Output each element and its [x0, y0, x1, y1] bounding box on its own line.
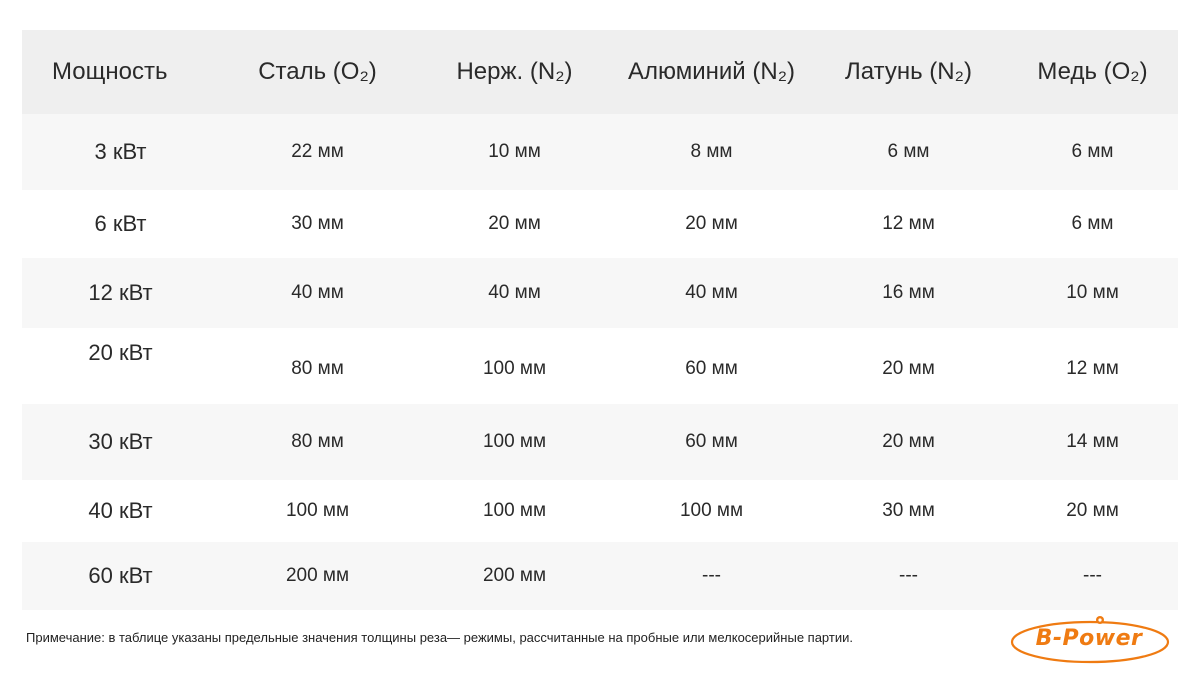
- header-copper: Медь (O₂): [1037, 58, 1148, 85]
- copper-cell: 20 мм: [1066, 500, 1119, 521]
- table-footnote: Примечание: в таблице указаны предельные значения толщины реза— режимы, рассчитанные на пробные или мелкосерийные партии.: [26, 630, 853, 645]
- table-header-row: [22, 30, 1178, 114]
- stainless-cell: 100 мм: [482, 431, 547, 452]
- power-cell: 20 кВт: [88, 340, 153, 365]
- steel-cell: 80 мм: [291, 431, 344, 452]
- steel-cell: 200 мм: [285, 565, 350, 586]
- logo-text: B-Power: [1035, 626, 1143, 651]
- header-brass: Латунь (N₂): [845, 58, 972, 85]
- table-row: [22, 404, 1178, 480]
- stainless-cell: 10 мм: [488, 141, 541, 162]
- brass-cell: 20 мм: [882, 431, 935, 452]
- brass-cell: 30 мм: [882, 500, 935, 521]
- power-cell: 6 кВт: [94, 211, 147, 236]
- steel-cell: 22 мм: [291, 141, 344, 162]
- table-row: [22, 190, 1178, 258]
- copper-cell: 10 мм: [1066, 282, 1119, 303]
- table-row: [22, 114, 1178, 190]
- stainless-cell: 100 мм: [482, 500, 547, 521]
- brass-cell: 6 мм: [887, 141, 930, 162]
- steel-cell: 40 мм: [291, 282, 344, 303]
- steel-cell: 30 мм: [291, 213, 344, 234]
- stainless-cell: 20 мм: [488, 213, 541, 234]
- stainless-cell: 100 мм: [482, 358, 547, 379]
- power-cell: 30 кВт: [88, 429, 153, 454]
- power-cell: 3 кВт: [94, 139, 147, 164]
- brand-logo: [1004, 612, 1174, 668]
- brass-cell: 12 мм: [882, 213, 935, 234]
- aluminum-cell: 100 мм: [679, 500, 744, 521]
- stainless-cell: 40 мм: [488, 282, 541, 303]
- copper-cell: ---: [1083, 565, 1102, 586]
- stainless-cell: 200 мм: [482, 565, 547, 586]
- power-cell: 12 кВт: [88, 280, 153, 305]
- table-row: [22, 542, 1178, 610]
- table-row: [22, 258, 1178, 328]
- aluminum-cell: 60 мм: [685, 431, 738, 452]
- aluminum-cell: ---: [702, 565, 721, 586]
- cutting-thickness-table: [22, 30, 1178, 610]
- copper-cell: 12 мм: [1066, 358, 1119, 379]
- aluminum-cell: 8 мм: [690, 141, 733, 162]
- copper-cell: 6 мм: [1071, 141, 1114, 162]
- brass-cell: 20 мм: [882, 358, 935, 379]
- aluminum-cell: 20 мм: [685, 213, 738, 234]
- brass-cell: 16 мм: [882, 282, 935, 303]
- header-power: Мощность: [52, 58, 168, 85]
- header-aluminum: Алюминий (N₂): [627, 58, 795, 85]
- power-cell: 40 кВт: [88, 498, 153, 523]
- header-stainless: Нерж. (N₂): [456, 58, 573, 85]
- steel-cell: 80 мм: [291, 358, 344, 379]
- copper-cell: 14 мм: [1066, 431, 1119, 452]
- brass-cell: ---: [899, 565, 918, 586]
- steel-cell: 100 мм: [285, 500, 350, 521]
- aluminum-cell: 40 мм: [685, 282, 738, 303]
- table-row: [22, 480, 1178, 542]
- aluminum-cell: 60 мм: [685, 358, 738, 379]
- header-steel: Сталь (O₂): [258, 58, 377, 85]
- copper-cell: 6 мм: [1071, 213, 1114, 234]
- table-row: [22, 328, 1178, 404]
- power-cell: 60 кВт: [88, 563, 153, 588]
